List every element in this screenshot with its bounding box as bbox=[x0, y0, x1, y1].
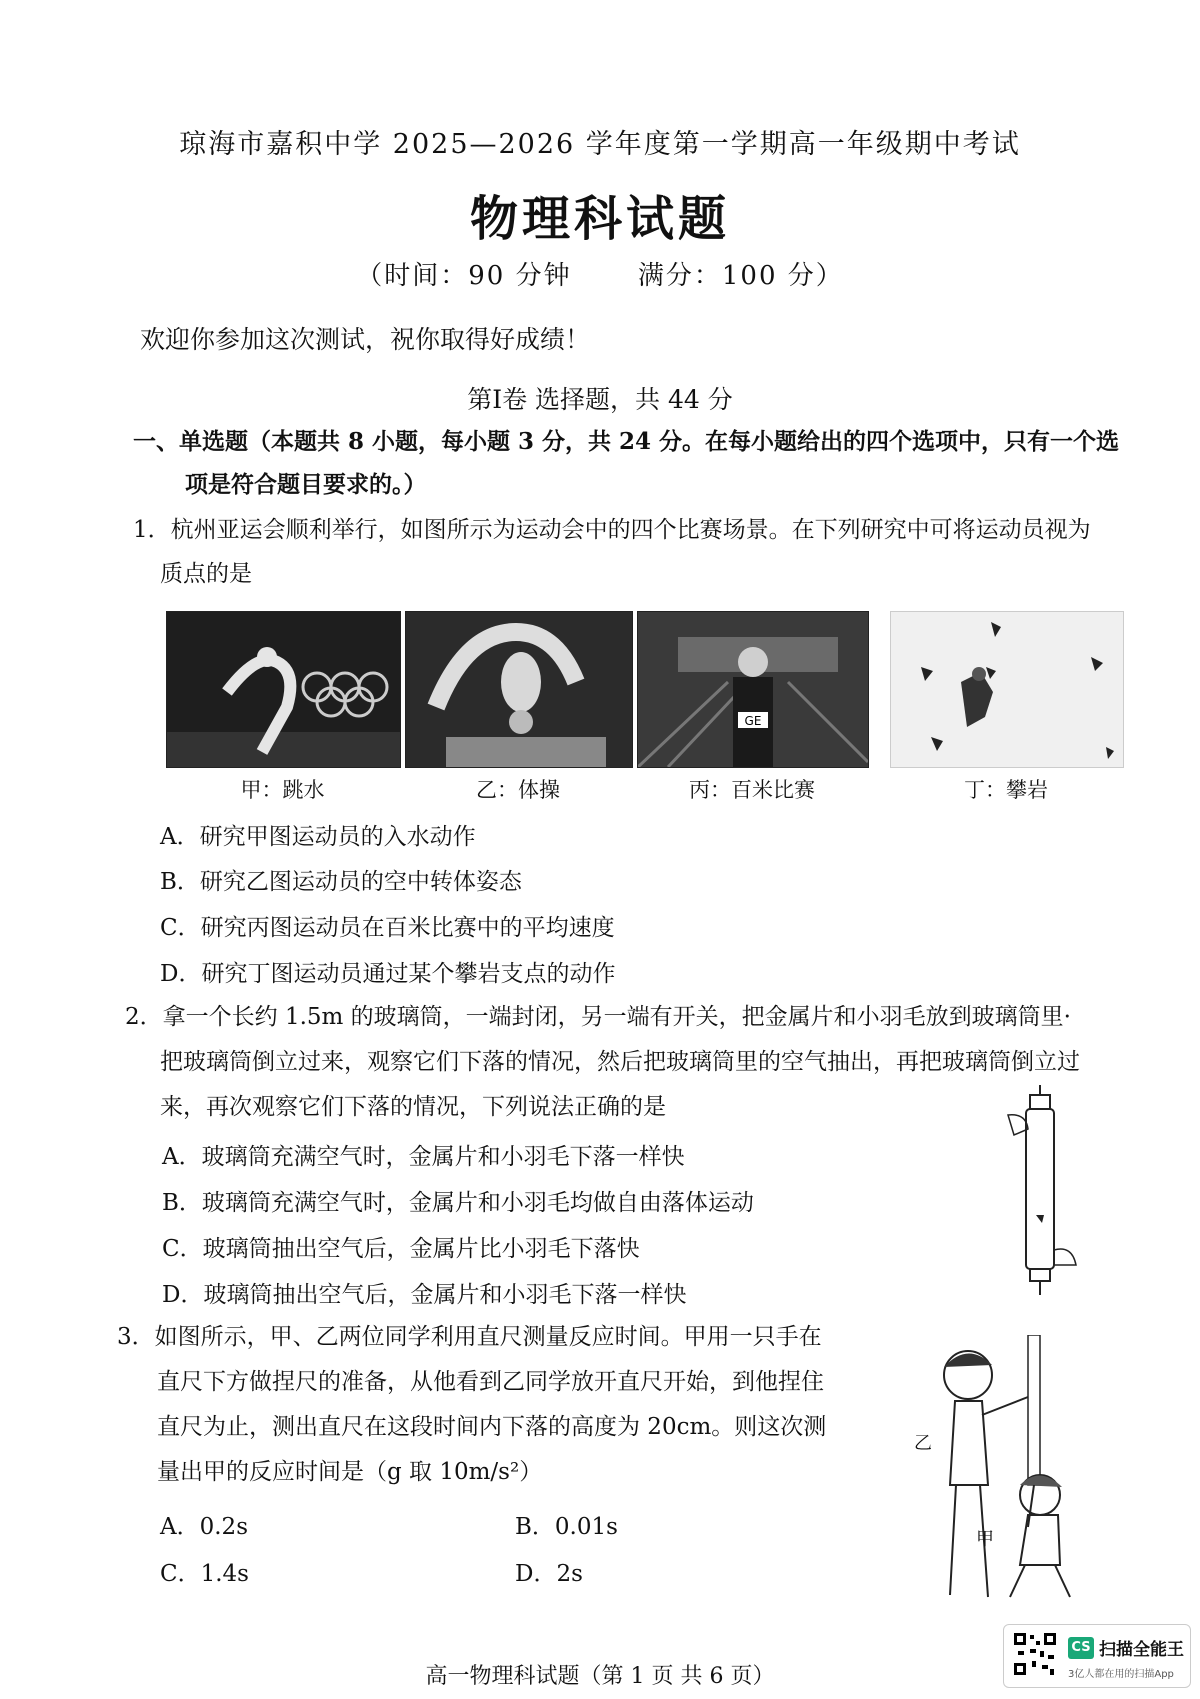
q2-stem-line1: 2．拿一个长约 1.5m 的玻璃筒，一端封闭，另一端有开关，把金属片和小羽毛放到玻璃筒里· bbox=[125, 1004, 1071, 1030]
q3-stem-line4: 量出甲的反应时间是（g 取 10m/s²） bbox=[157, 1459, 543, 1485]
section-instructions-line2: 项是符合题目要求的。） bbox=[185, 471, 427, 498]
caption-gymnastics: 乙：体操 bbox=[476, 778, 560, 802]
part-heading: 第Ⅰ卷 选择题，共 44 分 bbox=[467, 385, 733, 414]
q2-stem-line3: 来，再次观察它们下落的情况，下列说法正确的是 bbox=[160, 1094, 666, 1120]
q1-stem-line2: 质点的是 bbox=[160, 561, 252, 587]
welcome-message: 欢迎你参加这次测试，祝你取得好成绩！ bbox=[140, 325, 591, 354]
scanner-brand-badge: CS bbox=[1068, 1637, 1094, 1659]
caption-rock-climbing: 丁：攀岩 bbox=[964, 778, 1048, 802]
bib-number: GE bbox=[744, 714, 762, 728]
qr-code-icon bbox=[1012, 1631, 1058, 1677]
q3-stem-line1: 3．如图所示，甲、乙两位同学利用直尺测量反应时间。甲用一只手在 bbox=[117, 1324, 822, 1350]
page-footer: 高一物理科试题（第 1 页 共 6 页） bbox=[425, 1664, 775, 1689]
exam-meta bbox=[0, 255, 1200, 292]
q3-option-d: D．2s bbox=[515, 1561, 583, 1587]
photo-100m-race bbox=[637, 611, 869, 768]
section-instructions-line1: 一、单选题（本题共 8 小题，每小题 3 分，共 24 分。在每小题给出的四个选项中，只有一个选 bbox=[133, 428, 1120, 455]
q3-option-b: B．0.01s bbox=[515, 1514, 618, 1540]
scanner-watermark bbox=[1003, 1624, 1191, 1688]
q2-option-c: C．玻璃筒抽出空气后，金属片比小羽毛下落快 bbox=[162, 1236, 640, 1262]
page-title: 物理科试题 bbox=[469, 191, 730, 247]
glass-tube-figure bbox=[1000, 1085, 1080, 1300]
photo-gymnastics bbox=[405, 611, 633, 768]
q2-option-a: A．玻璃筒充满空气时，金属片和小羽毛下落一样快 bbox=[162, 1144, 685, 1170]
q1-option-c: C．研究丙图运动员在百米比赛中的平均速度 bbox=[160, 915, 615, 941]
photo-rock-climbing bbox=[890, 611, 1124, 768]
label-jia: 甲 bbox=[976, 1529, 994, 1550]
q1-option-b: B．研究乙图运动员的空中转体姿态 bbox=[160, 869, 522, 895]
q1-stem-line1: 1．杭州亚运会顺利举行，如图所示为运动会中的四个比赛场景。在下列研究中可将运动员视为 bbox=[133, 517, 1091, 543]
reaction-time-figure bbox=[910, 1335, 1090, 1605]
exam-time: （时间：90 分钟 bbox=[356, 261, 572, 291]
scanner-brand-name: 扫描全能王 bbox=[1099, 1640, 1184, 1660]
caption-diving: 甲：跳水 bbox=[240, 778, 325, 802]
q3-stem-line2: 直尺下方做捏尺的准备，从他看到乙同学放开直尺开始，到他捏住 bbox=[157, 1369, 824, 1395]
caption-100m-race: 丙：百米比赛 bbox=[689, 778, 815, 802]
q2-option-d: D．玻璃筒抽出空气后，金属片和小羽毛下落一样快 bbox=[162, 1282, 687, 1308]
q1-option-d: D．研究丁图运动员通过某个攀岩支点的动作 bbox=[160, 961, 616, 987]
scanner-slogan: 3亿人都在用的扫描App bbox=[1068, 1669, 1174, 1680]
school-exam-line: 琼海市嘉积中学 2025—2026 学年度第一学期高一年级期中考试 bbox=[179, 129, 1021, 160]
q3-stem-line3: 直尺为止，测出直尺在这段时间内下落的高度为 20cm。则这次测 bbox=[157, 1414, 827, 1440]
exam-score: 满分：100 分） bbox=[637, 261, 844, 291]
photo-diving bbox=[166, 611, 401, 768]
q2-stem-line2: 把玻璃筒倒立过来，观察它们下落的情况，然后把玻璃筒里的空气抽出，再把玻璃筒倒立过 bbox=[160, 1049, 1080, 1075]
q3-option-a: A．0.2s bbox=[160, 1514, 248, 1540]
label-yi: 乙 bbox=[914, 1433, 932, 1454]
q1-option-a: A．研究甲图运动员的入水动作 bbox=[160, 824, 476, 850]
q2-option-b: B．玻璃筒充满空气时，金属片和小羽毛均做自由落体运动 bbox=[162, 1190, 754, 1216]
q3-option-c: C．1.4s bbox=[160, 1561, 249, 1587]
